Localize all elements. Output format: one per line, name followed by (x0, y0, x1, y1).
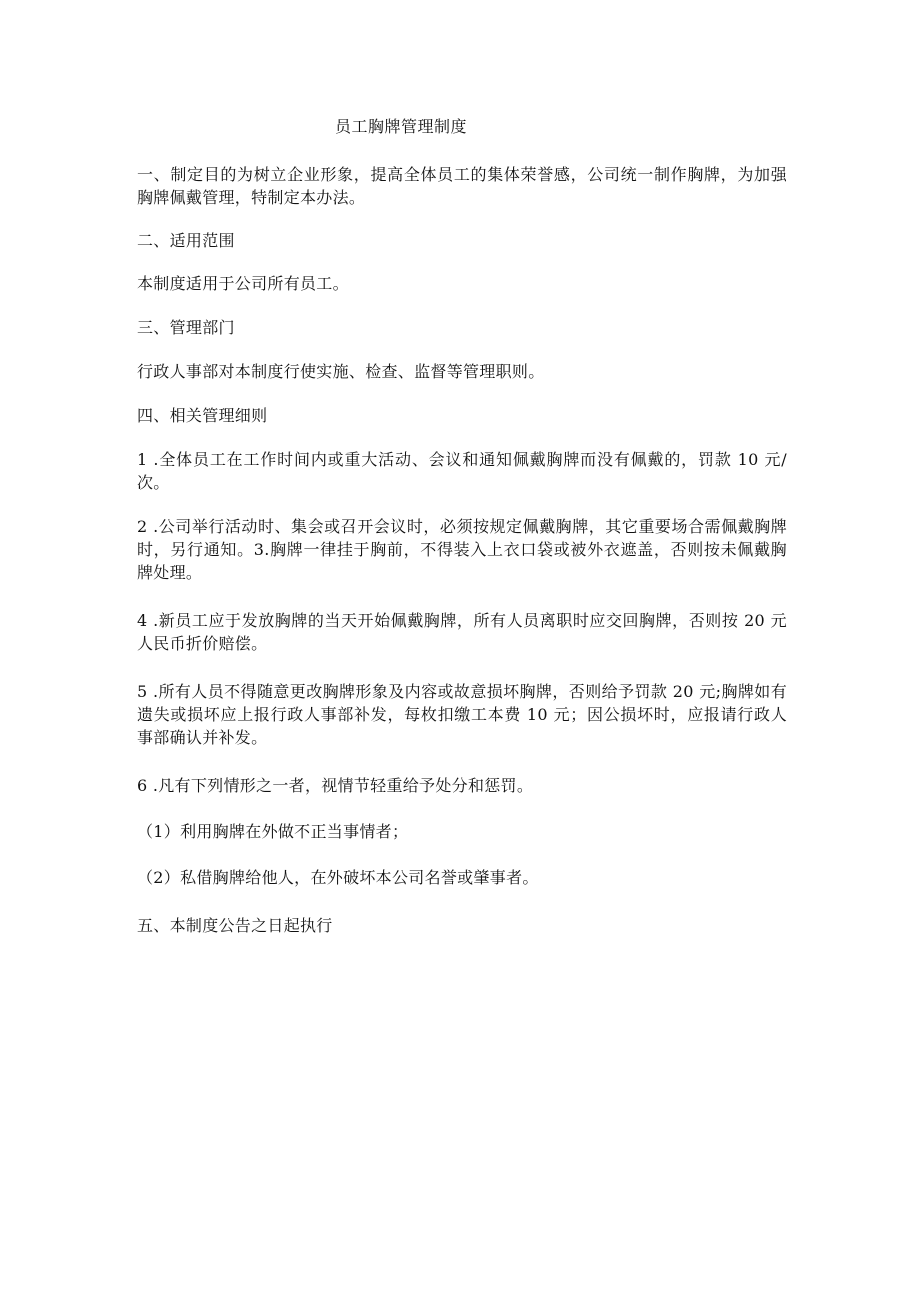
rule-item-4: 4 .新员工应于发放胸牌的当天开始佩戴胸牌，所有人员离职时应交回胸牌，否则按 20 元人民币折价赔偿。 (137, 611, 787, 653)
rule-item-6: 6 .凡有下列情形之一者，视情节轻重给予处分和惩罚。 (137, 776, 534, 795)
rule-item-6-sub-2: （2）私借胸牌给他人，在外破坏本公司名誉或肇事者。 (137, 868, 539, 887)
section-heading-rules: 四、相关管理细则 (137, 406, 268, 425)
section-heading-scope: 二、适用范围 (137, 231, 235, 250)
section-heading-department: 三、管理部门 (137, 318, 235, 337)
paragraph-purpose: 一、制定目的为树立企业形象，提高全体员工的集体荣誉感，公司统一制作胸牌，为加强胸牌佩戴管理，特制定本办法。 (137, 165, 787, 207)
paragraph-department: 行政人事部对本制度行使实施、检查、监督等管理职则。 (137, 362, 545, 381)
document-title: 员工胸牌管理制度 (335, 117, 468, 136)
section-heading-effective: 五、本制度公告之日起执行 (137, 916, 333, 935)
rule-item-5: 5 .所有人员不得随意更改胸牌形象及内容或故意损坏胸牌，否则给予罚款 20 元;胸牌如有遗失或损坏应上报行政人事部补发，每枚扣缴工本费 10 元；因公损坏时，应报请行政人事部确认并补发。 (137, 682, 787, 747)
rule-item-1: 1 .全体员工在工作时间内或重大活动、会议和通知佩戴胸牌而没有佩戴的，罚款 10 元/次。 (137, 450, 787, 492)
paragraph-scope: 本制度适用于公司所有员工。 (137, 274, 349, 293)
rule-item-6-sub-1: （1）利用胸牌在外做不正当事情者； (137, 822, 409, 841)
rule-item-2-3: 2 .公司举行活动时、集会或召开会议时，必须按规定佩戴胸牌，其它重要场合需佩戴胸牌时，另行通知。3.胸牌一律挂于胸前，不得装入上衣口袋或被外衣遮盖，否则按未佩戴胸牌处理。 (137, 517, 787, 582)
